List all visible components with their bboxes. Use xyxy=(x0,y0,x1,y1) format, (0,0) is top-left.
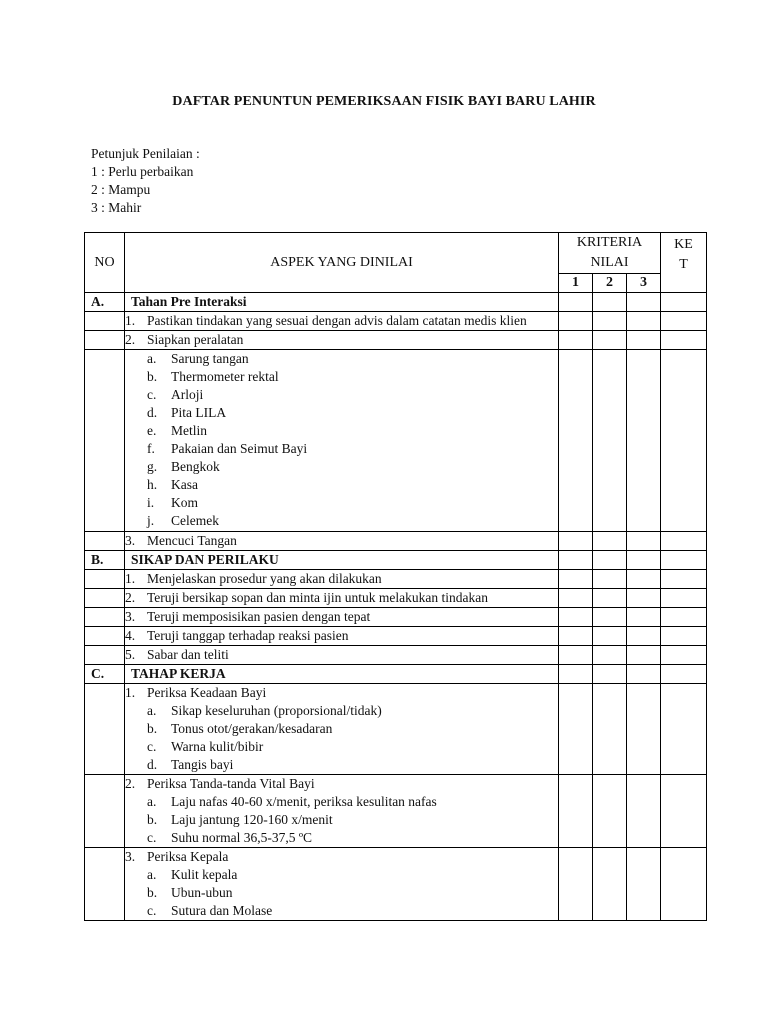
table-row xyxy=(85,775,707,848)
sub-letter: c. xyxy=(147,903,157,918)
table-row xyxy=(85,350,707,532)
sub-letter: a. xyxy=(147,794,157,809)
sub-text: Kulit kepala xyxy=(171,867,238,882)
item-text: Menjelaskan prosedur yang akan dilakukan xyxy=(147,571,382,586)
score-cell[interactable] xyxy=(627,312,661,331)
section-label: Tahan Pre Interaksi xyxy=(125,293,559,312)
sub-letter: j. xyxy=(147,513,155,528)
score-cell[interactable] xyxy=(559,331,593,350)
header-aspek: ASPEK YANG DINILAI xyxy=(125,233,559,293)
score-cell[interactable] xyxy=(627,775,661,848)
score-cell[interactable] xyxy=(559,848,593,921)
table-row xyxy=(85,589,707,608)
table-row xyxy=(85,646,707,665)
header-ket-line1: KE xyxy=(674,237,693,252)
score-cell[interactable] xyxy=(627,532,661,551)
item-number: 3. xyxy=(125,609,136,624)
header-score-2: 2 xyxy=(593,274,627,293)
sub-letter: i. xyxy=(147,495,155,510)
item-text: Teruji memposisikan pasien dengan tepat xyxy=(147,609,371,624)
ket-cell[interactable] xyxy=(661,350,707,532)
sub-letter: a. xyxy=(147,351,157,366)
item-text: Pastikan tindakan yang sesuai dengan advis dalam catatan medis klien xyxy=(147,313,527,328)
item-number: 4. xyxy=(125,628,136,643)
sub-text: Suhu normal 36,5-37,5 ºC xyxy=(171,830,313,845)
sub-letter: a. xyxy=(147,703,157,718)
ket-cell[interactable] xyxy=(661,312,707,331)
sub-letter: d. xyxy=(147,405,158,420)
score-cell[interactable] xyxy=(593,627,627,646)
score-cell[interactable] xyxy=(559,627,593,646)
item-number: 2. xyxy=(125,776,136,791)
section-no: A. xyxy=(85,293,125,312)
legend-item: 1 : Perlu perbaikan xyxy=(91,164,194,179)
sub-text: Thermometer rektal xyxy=(171,369,279,384)
score-cell[interactable] xyxy=(627,570,661,589)
section-no: C. xyxy=(85,665,125,684)
score-cell[interactable] xyxy=(559,646,593,665)
checklist-table xyxy=(84,232,707,921)
item-number: 1. xyxy=(125,571,136,586)
legend-item: 2 : Mampu xyxy=(91,182,151,197)
sub-letter: b. xyxy=(147,812,158,827)
section-label: TAHAP KERJA xyxy=(125,665,559,684)
score-cell[interactable] xyxy=(593,646,627,665)
sub-text: Tangis bayi xyxy=(171,757,234,772)
table-row xyxy=(85,848,707,921)
score-cell[interactable] xyxy=(559,350,593,532)
item-text: Teruji tanggap terhadap reaksi pasien xyxy=(147,628,349,643)
sub-letter: b. xyxy=(147,721,158,736)
sub-text: Pita LILA xyxy=(171,405,227,420)
ket-cell[interactable] xyxy=(661,684,707,775)
table-row xyxy=(85,312,707,331)
item-number: 5. xyxy=(125,647,136,662)
sub-text: Sutura dan Molase xyxy=(171,903,273,918)
score-cell[interactable] xyxy=(559,312,593,331)
ket-cell[interactable] xyxy=(661,589,707,608)
sub-letter: d. xyxy=(147,757,158,772)
sub-text: Metlin xyxy=(171,423,207,438)
score-cell[interactable] xyxy=(627,331,661,350)
table-row xyxy=(85,684,707,775)
item-number: 1. xyxy=(125,685,136,700)
sub-text: Celemek xyxy=(171,513,219,528)
score-cell[interactable] xyxy=(559,532,593,551)
score-cell[interactable] xyxy=(593,350,627,532)
sub-letter: g. xyxy=(147,459,158,474)
ket-cell[interactable] xyxy=(661,646,707,665)
legend-item: 3 : Mahir xyxy=(91,200,142,215)
sub-text: Pakaian dan Seimut Bayi xyxy=(171,441,308,456)
sub-text: Laju nafas 40-60 x/menit, periksa kesulitan nafas xyxy=(171,794,437,809)
score-cell[interactable] xyxy=(559,684,593,775)
sub-text: Sarung tangan xyxy=(171,351,249,366)
table-row xyxy=(85,627,707,646)
sub-letter: c. xyxy=(147,739,157,754)
assessment-legend xyxy=(91,145,200,217)
table-row xyxy=(85,532,707,551)
item-text: Mencuci Tangan xyxy=(147,533,237,548)
header-ket xyxy=(661,233,707,293)
item-text: Periksa Tanda-tanda Vital Bayi xyxy=(147,776,315,791)
item-number: 1. xyxy=(125,313,136,328)
section-label: SIKAP DAN PERILAKU xyxy=(125,551,559,570)
sub-letter: h. xyxy=(147,477,158,492)
item-number: 2. xyxy=(125,332,136,347)
score-cell[interactable] xyxy=(559,608,593,627)
item-text: Sabar dan teliti xyxy=(147,647,229,662)
header-kriteria xyxy=(559,233,661,274)
item-number: 2. xyxy=(125,590,136,605)
sub-text: Laju jantung 120-160 x/menit xyxy=(171,812,333,827)
table-row xyxy=(85,331,707,350)
item-text: Periksa Keadaan Bayi xyxy=(147,685,267,700)
score-cell[interactable] xyxy=(593,532,627,551)
score-cell[interactable] xyxy=(593,312,627,331)
sub-text: Kom xyxy=(171,495,198,510)
item-text: Teruji bersikap sopan dan minta ijin untuk melakukan tindakan xyxy=(147,590,488,605)
score-cell[interactable] xyxy=(627,684,661,775)
sub-text: Ubun-ubun xyxy=(171,885,233,900)
header-ket-line2: T xyxy=(679,257,688,272)
section-row xyxy=(85,665,707,684)
header-score-3: 3 xyxy=(627,274,661,293)
score-cell[interactable] xyxy=(627,848,661,921)
score-cell[interactable] xyxy=(627,589,661,608)
header-kriteria-line1: KRITERIA xyxy=(576,235,643,250)
score-cell[interactable] xyxy=(559,570,593,589)
item-number: 3. xyxy=(125,849,136,864)
ket-cell[interactable] xyxy=(661,570,707,589)
score-cell[interactable] xyxy=(593,608,627,627)
ket-cell[interactable] xyxy=(661,331,707,350)
header-kriteria-line2: NILAI xyxy=(590,255,629,270)
header-no: NO xyxy=(85,233,125,293)
score-cell[interactable] xyxy=(559,775,593,848)
sub-text: Sikap keseluruhan (proporsional/tidak) xyxy=(171,703,382,718)
score-cell[interactable] xyxy=(593,589,627,608)
ket-cell[interactable] xyxy=(661,848,707,921)
legend-heading: Petunjuk Penilaian : xyxy=(91,146,200,161)
sub-letter: c. xyxy=(147,387,157,402)
section-row xyxy=(85,551,707,570)
score-cell[interactable] xyxy=(593,684,627,775)
ket-cell[interactable] xyxy=(661,532,707,551)
sub-text: Kasa xyxy=(171,477,198,492)
ket-cell[interactable] xyxy=(661,608,707,627)
ket-cell[interactable] xyxy=(661,775,707,848)
sub-letter: b. xyxy=(147,885,158,900)
item-text: Siapkan peralatan xyxy=(147,332,244,347)
section-no: B. xyxy=(85,551,125,570)
section-row xyxy=(85,293,707,312)
score-cell[interactable] xyxy=(593,331,627,350)
score-cell[interactable] xyxy=(627,627,661,646)
score-cell[interactable] xyxy=(627,350,661,532)
table-row xyxy=(85,570,707,589)
score-cell[interactable] xyxy=(593,570,627,589)
sub-text: Tonus otot/gerakan/kesadaran xyxy=(171,721,333,736)
score-cell[interactable] xyxy=(559,589,593,608)
sub-letter: b. xyxy=(147,369,158,384)
sub-text: Arloji xyxy=(171,387,204,402)
sub-letter: e. xyxy=(147,423,157,438)
score-cell[interactable] xyxy=(627,608,661,627)
document-title: DAFTAR PENUNTUN PEMERIKSAAN FISIK BAYI BARU LAHIR xyxy=(172,94,596,109)
sub-letter: f. xyxy=(147,441,155,456)
ket-cell[interactable] xyxy=(661,627,707,646)
table-row xyxy=(85,608,707,627)
sub-text: Bengkok xyxy=(171,459,220,474)
header-score-1: 1 xyxy=(559,274,593,293)
sub-letter: a. xyxy=(147,867,157,882)
score-cell[interactable] xyxy=(593,848,627,921)
item-number: 3. xyxy=(125,533,136,548)
score-cell[interactable] xyxy=(593,775,627,848)
sub-text: Warna kulit/bibir xyxy=(171,739,264,754)
score-cell[interactable] xyxy=(627,646,661,665)
item-text: Periksa Kepala xyxy=(147,849,229,864)
sub-letter: c. xyxy=(147,830,157,845)
